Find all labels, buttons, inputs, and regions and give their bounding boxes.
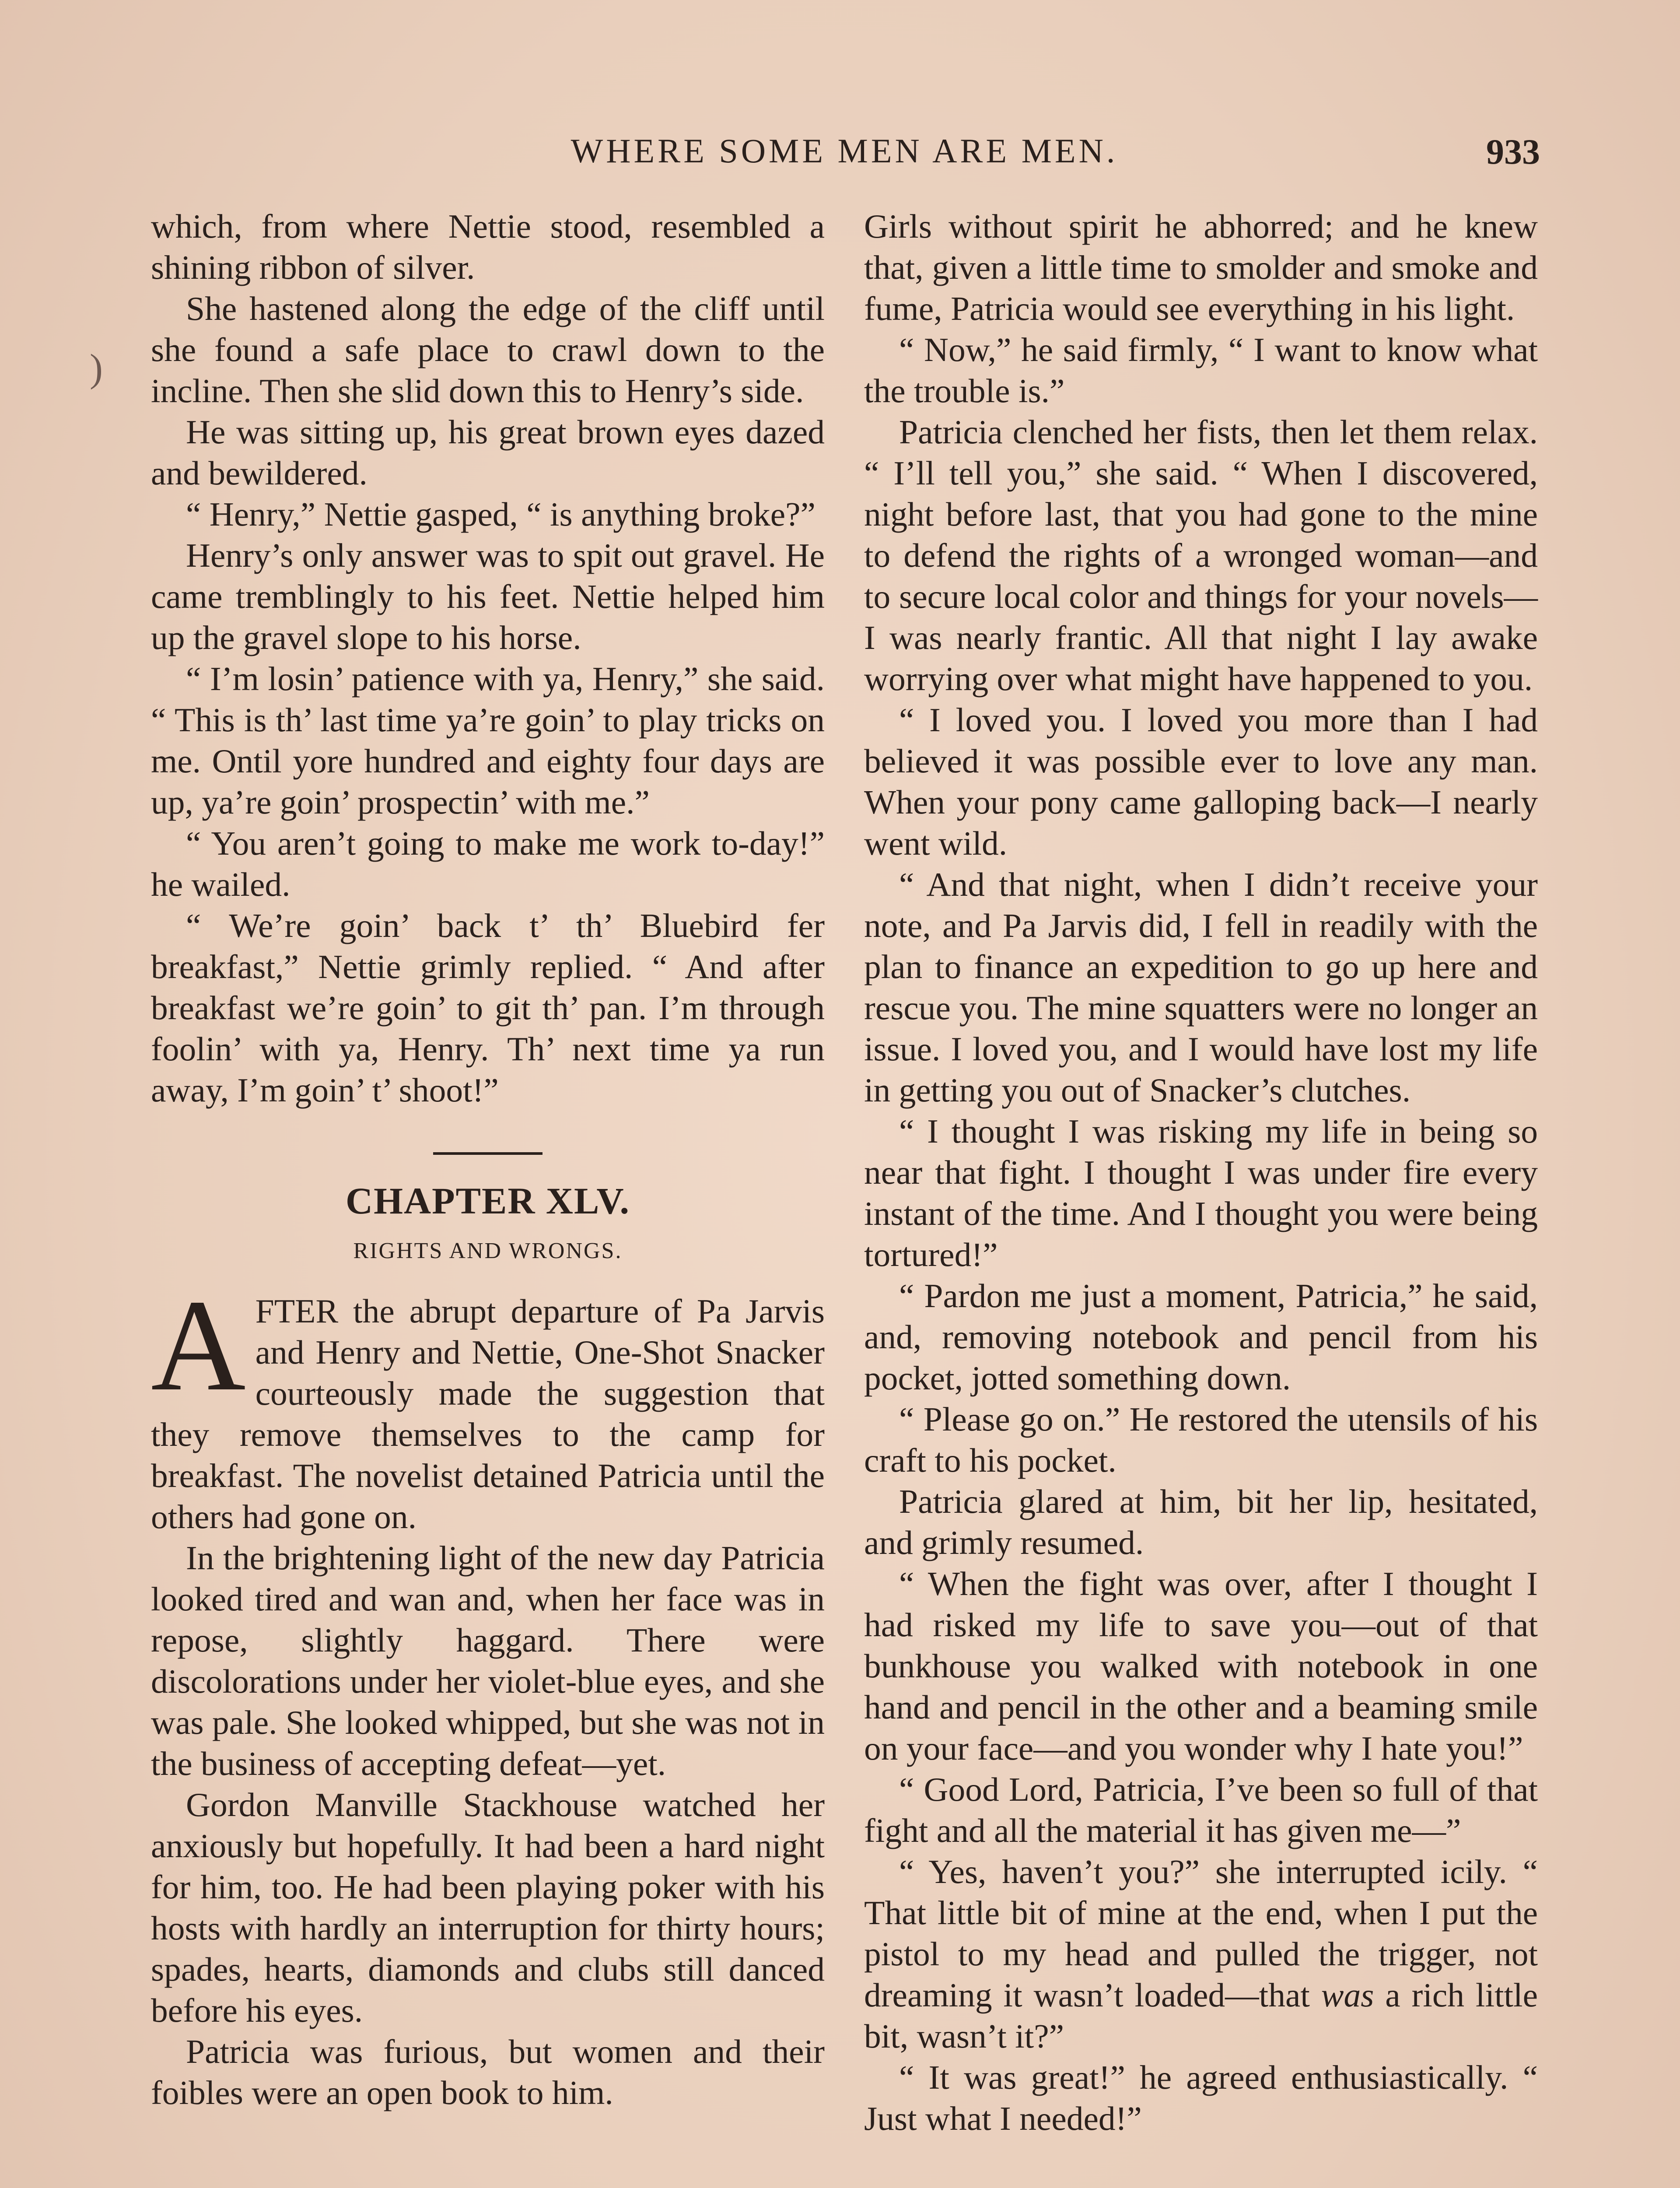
paragraph: “ Henry,” Nettie gasped, “ is anything broke?” [186,495,816,533]
paragraph: Gordon Manville Stackhouse watched her anxiously but hopefully. It had been a hard night for him, too. He had been playing poker with his hosts with hardly an interruption for thirty hours; spades, hearts, diamonds and clubs still danced before his eyes. [151,1786,825,2029]
paragraph: “ I’m losin’ patience with ya, Henry,” she said. “ This is th’ last time ya’re goin’ to play tricks on me. Ontil yore hundred and eighty four days are up, ya’re goin’ prospectin’ with me.” [151,660,825,821]
margin-mark: ) [90,347,103,390]
page-number: 933 [1486,132,1540,172]
paragraph: “ Good Lord, Patricia, I’ve been so full of that fight and all the material it has given me—” [864,1771,1538,1849]
paragraph: “ You aren’t going to make me work to-day!” he wailed. [151,824,825,903]
running-head: WHERE SOME MEN ARE MEN. [570,132,1118,170]
paragraph: Girls without spirit he abhorred; and he knew that, given a little time to smolder and smoke and fume, Patricia would see everything in his light. [864,207,1538,327]
drop-cap: A [151,1273,246,1418]
paragraph: “ I thought I was risking my life in being so near that fight. I thought I was under fire every instant of the time. And I thought you were being tortured!” [864,1112,1538,1273]
right-column [864,206,1538,2139]
paragraph: “ It was great!” he agreed enthusiastically. “ Just what I needed!” [864,2058,1538,2137]
paragraph [864,1851,1538,2057]
paragraph: She hastened along the edge of the cliff until she found a safe place to crawl down to the incline. Then she slid down this to Henry’s side. [151,290,825,410]
paragraph: which, from where Nettie stood, resembled a shining ribbon of silver. [151,207,825,286]
paragraph: Henry’s only answer was to spit out gravel. He came tremblingly to his feet. Nettie helped him up the gravel slope to his horse. [151,536,825,656]
paragraph: “ We’re goin’ back t’ th’ Bluebird fer breakfast,” Nettie grimly replied. “ And after breakfast we’re goin’ to git th’ pan. I’m through foolin’ with ya, Henry. Th’ next time ya run away, I’m goin’ t’ shoot!” [151,907,825,1109]
paragraph: “ I loved you. I loved you more than I had believed it was possible ever to love any man. When your pony came galloping back—I nearly went wild. [864,701,1538,862]
paragraph: “ Pardon me just a moment, Patricia,” he said, and, removing notebook and pencil from his pocket, jotted something down. [864,1277,1538,1397]
page-header [149,131,1540,179]
paragraph: “ When the fight was over, after I thought I had risked my life to save you—out of that bunkhouse you walked with notebook in one hand and pencil in the other and a beaming smile on your face—and you wonder why I hate you!” [864,1565,1538,1767]
left-column [151,206,825,2113]
chapter-title: CHAPTER XLV. [345,1180,630,1222]
paragraph: “ Please go on.” He restored the utensils of his craft to his pocket. [864,1400,1538,1479]
paragraph: “ And that night, when I didn’t receive your note, and Pa Jarvis did, I fell in readily with the plan to finance an expedition to go up here and rescue you. The mine squatters were no longer an issue. I loved you, and I would have lost my life in getting you out of Snacker’s clutches. [864,866,1538,1109]
paragraph: Patricia was furious, but women and their foibles were an open book to him. [151,2033,825,2111]
emphasis: was [1321,1976,1374,2014]
paragraph-text: a rich little bit, wasn’t it?” [864,1976,1538,2055]
paragraph-text: “ Yes, haven’t you?” she interrupted icily. “ That little bit of mine at the end, when I put the pistol to my head and pulled the trigger, not dreaming it wasn’t loaded—that [864,1853,1538,2014]
paragraph: In the brightening light of the new day Patricia looked tired and wan and, when her face was in repose, slightly haggard. There were discolorations under her violet-blue eyes, and she was pale. She looked whipped, but she was not in the business of accepting defeat—yet. [151,1539,825,1782]
paragraph: “ Now,” he said firmly, “ I want to know what the trouble is.” [864,331,1538,410]
first-paragraph-text: FTER the abrupt departure of Pa Jarvis and Henry and Nettie, One-Shot Snacker courteously made the suggestion that they remove themselves to the camp for breakfast. The novelist detained Patricia until the others had gone on. [151,1292,825,1536]
chapter-subtitle: RIGHTS AND WRONGS. [353,1238,623,1263]
chapter-first-paragraph [151,1273,825,1537]
paragraph: Patricia clenched her fists, then let them relax. “ I’ll tell you,” she said. “ When I discovered, night before last, that you had gone to the mine to defend the rights of a wronged woman—and to secure local color and things for your novels—I was nearly frantic. All that night I lay awake worrying over what might have happened to you. [864,413,1538,698]
section-divider [433,1152,542,1155]
paragraph: Patricia glared at him, bit her lip, hesitated, and grimly resumed. [864,1483,1538,1561]
paragraph: He was sitting up, his great brown eyes dazed and bewildered. [151,413,825,492]
